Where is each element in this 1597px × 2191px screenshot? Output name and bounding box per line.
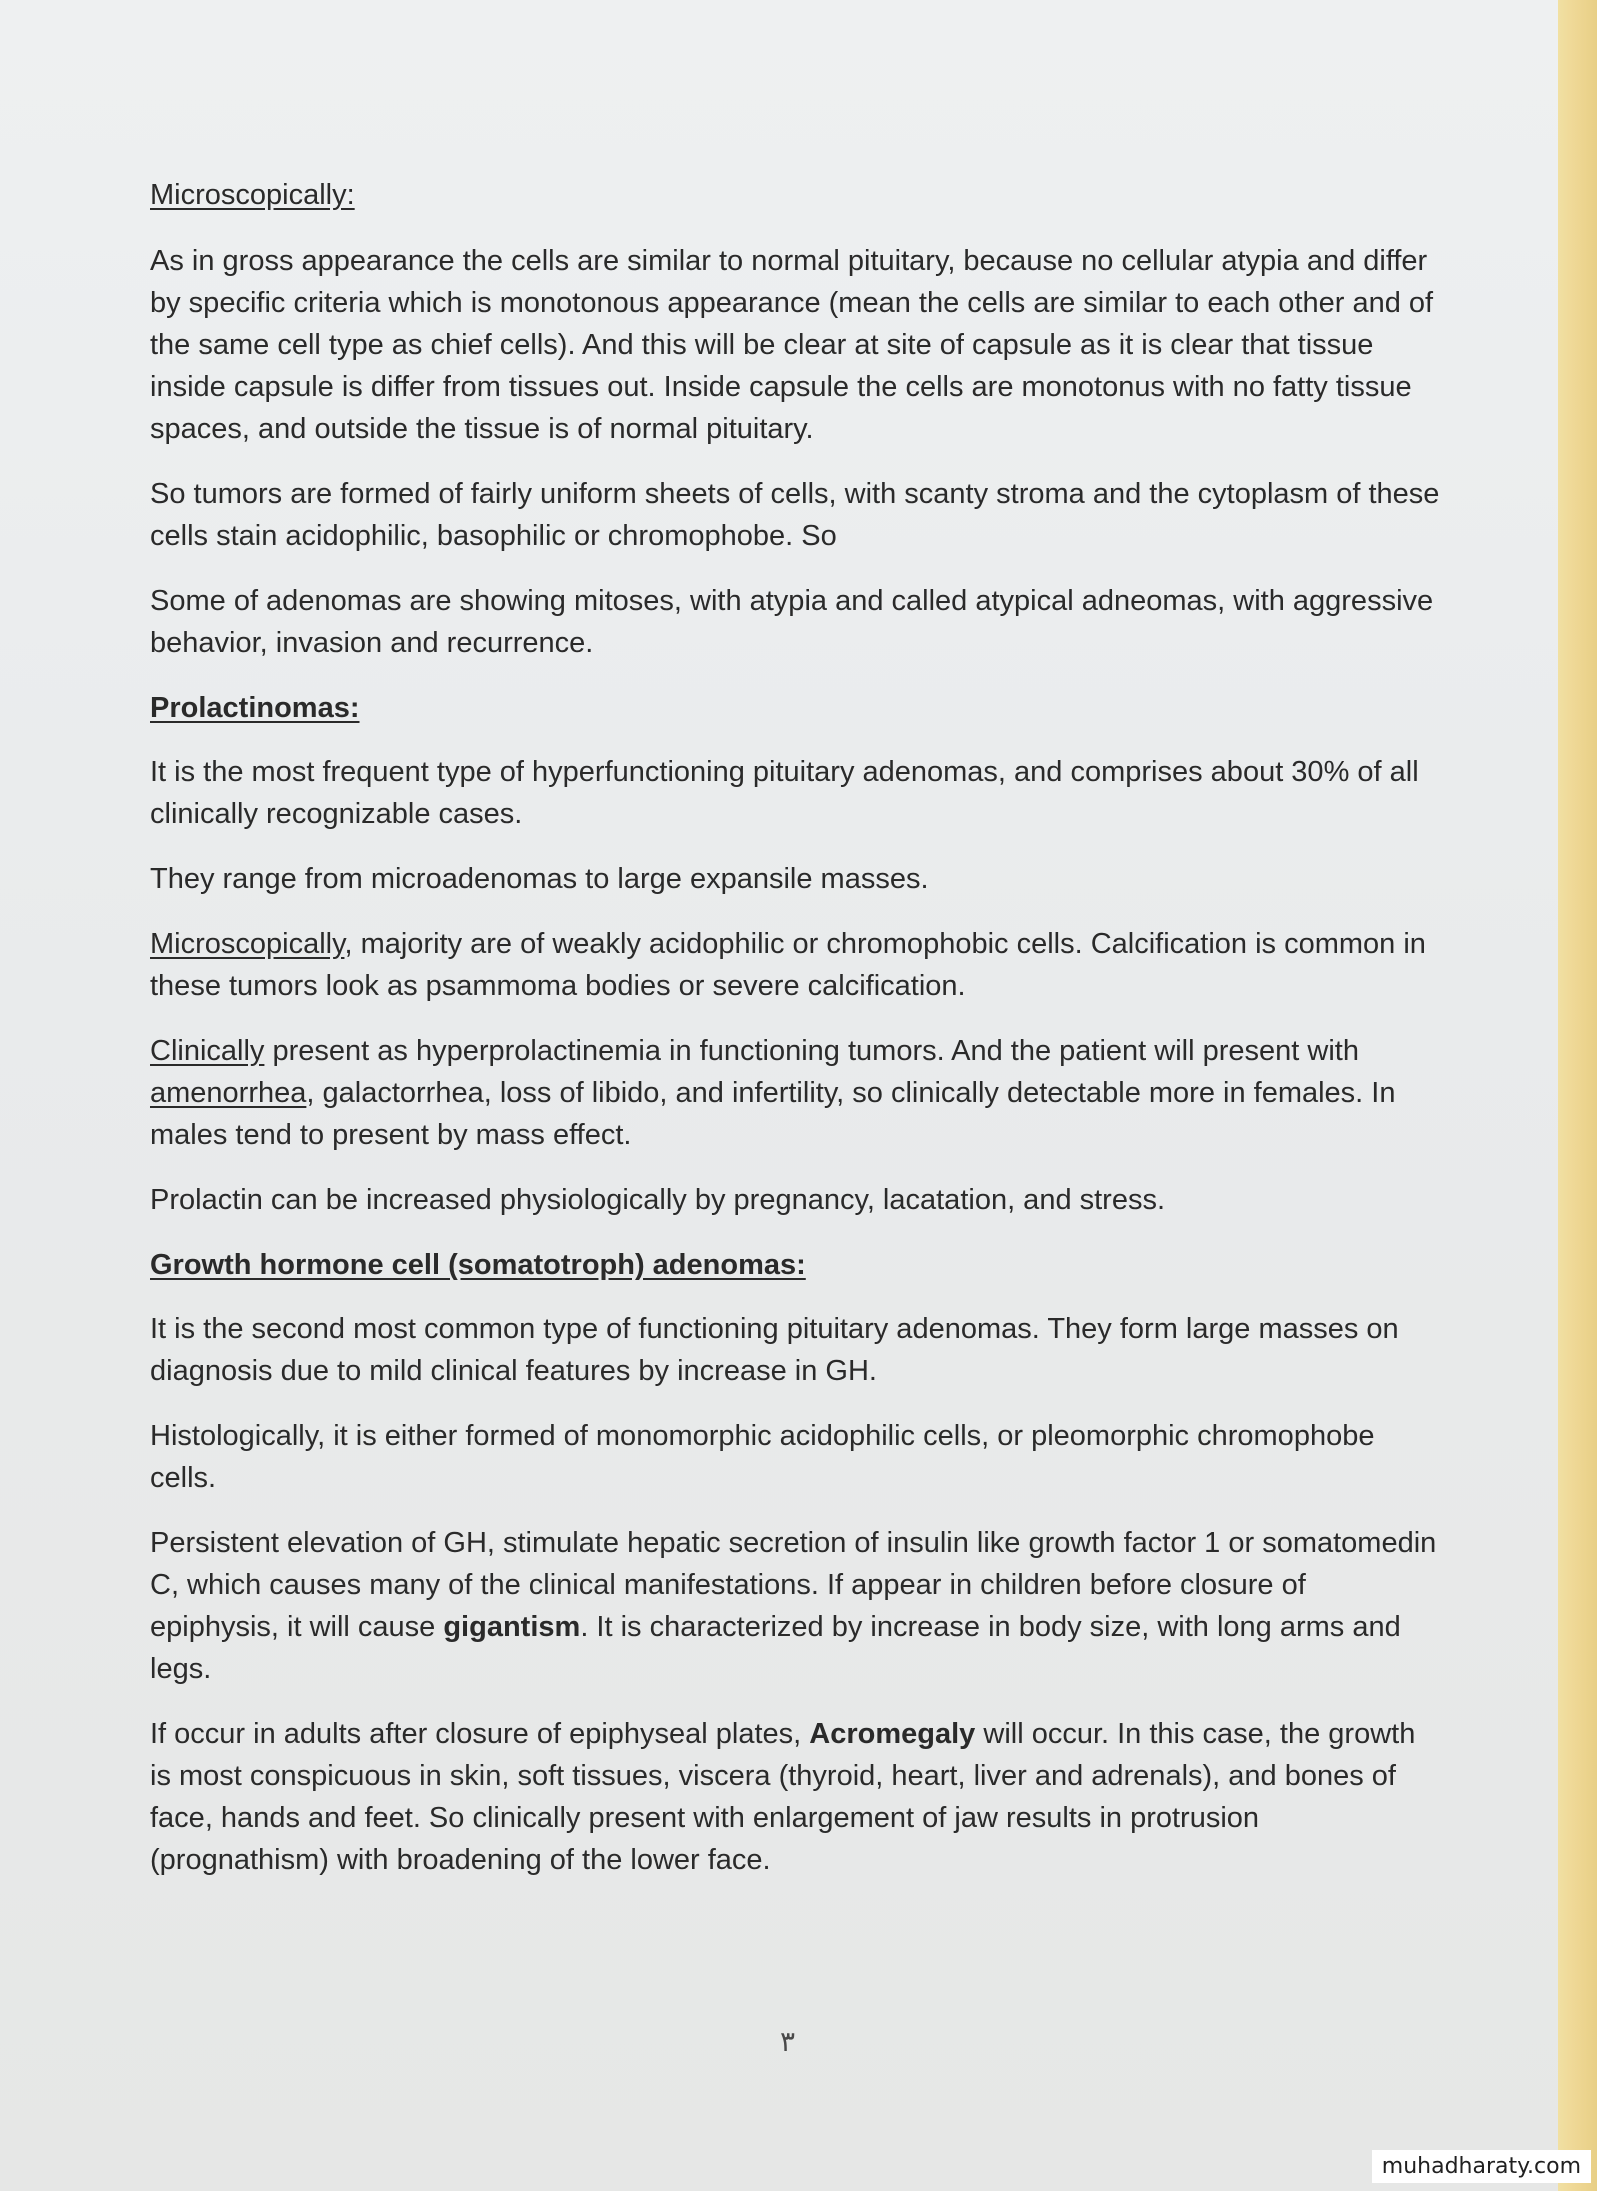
prolactinomas-heading: Prolactinomas: [150, 692, 360, 724]
growth-hormone-paragraph-1: It is the second most common type of functioning pituitary adenomas. They form large masses on diagnosis due to mild clinical features by increase in GH. [150, 1313, 1399, 1387]
growth-hormone-heading: Growth hormone cell (somatotroph) adenomas: [150, 1249, 806, 1281]
microscopic-heading: Microscopically: [150, 179, 355, 211]
page-number: ٣ [780, 2026, 796, 2057]
microscopic-paragraph-1: As in gross appearance the cells are similar to normal pituitary, because no cellular atypia and differ by specific criteria which is monotonous appearance (mean the cells are similar to each other and of the same cell type as chief cells). And this will be clear at site of capsule as it is clear that tissue inside capsule is differ from tissues out. Inside capsule the cells are monotonus with no fatty tissue spaces, and outside the tissue is of normal pituitary. [150, 245, 1434, 445]
prolactinomas-paragraph-1: It is the most frequent type of hyperfunctioning pituitary adenomas, and comprises about 30% of all clinically recognizable cases. [150, 756, 1419, 830]
prolactinomas-paragraph-3-text: , majority are of weakly acidophilic or chromophobic cells. Calcification is common in these tumors look as psammoma bodies or severe calcification. [150, 928, 1426, 1002]
prolactinomas-paragraph-4 [150, 1030, 1440, 1156]
microscopic-paragraph-3: Some of adenomas are showing mitoses, with atypia and called atypical adneomas, with aggressive behavior, invasion and recurrence. [150, 585, 1434, 659]
growth-hormone-paragraph-4-text-1: If occur in adults after closure of epiphyseal plates, [150, 1718, 810, 1750]
document-body [150, 174, 1440, 1904]
prolactinomas-paragraph-4-text-2: , galactorrhea, loss of libido, and infertility, so clinically detectable more in females. In males tend to present by mass effect. [150, 1077, 1396, 1151]
prolactinomas-paragraph-3 [150, 923, 1440, 1007]
acromegaly-term: Acromegaly [809, 1718, 976, 1750]
prolactinomas-paragraph-4-text-1: present as hyperprolactinemia in functioning tumors. And the patient will present with [264, 1035, 1359, 1067]
prolactinomas-paragraph-2: They range from microadenomas to large expansile masses. [150, 863, 929, 895]
gigantism-term: gigantism [443, 1611, 581, 1643]
growth-hormone-paragraph-3-text-2: . It is characterized by increase in body size, with long arms and legs. [150, 1611, 1401, 1685]
clinically-label: Clinically [150, 1035, 265, 1067]
growth-hormone-paragraph-3 [150, 1522, 1440, 1690]
prolactinomas-paragraph-5: Prolactin can be increased physiologically by pregnancy, lacatation, and stress. [150, 1184, 1166, 1216]
growth-hormone-paragraph-3-text-1: Persistent elevation of GH, stimulate hepatic secretion of insulin like growth factor 1 or somatomedin C, which causes many of the clinical manifestations. If appear in children before closure of epiphysis, it will cause [150, 1527, 1437, 1643]
background-edge [1558, 0, 1597, 2191]
microscopically-label: Microscopically [150, 928, 345, 960]
watermark-link[interactable]: muhadharaty.com [1372, 2150, 1591, 2183]
amenorrhea-term: amenorrhea [150, 1077, 307, 1109]
growth-hormone-paragraph-2: Histologically, it is either formed of monomorphic acidophilic cells, or pleomorphic chromophobe cells. [150, 1420, 1375, 1494]
growth-hormone-paragraph-4 [150, 1713, 1440, 1881]
microscopic-paragraph-2: So tumors are formed of fairly uniform sheets of cells, with scanty stroma and the cytoplasm of these cells stain acidophilic, basophilic or chromophobe. So [150, 478, 1440, 552]
growth-hormone-paragraph-4-text-2: will occur. In this case, the growth is most conspicuous in skin, soft tissues, viscera (thyroid, heart, liver and adrenals), and bones of face, hands and feet. So clinically present with enlargement of jaw results in protrusion (prognathism) with broadening of the lower face. [150, 1718, 1416, 1876]
